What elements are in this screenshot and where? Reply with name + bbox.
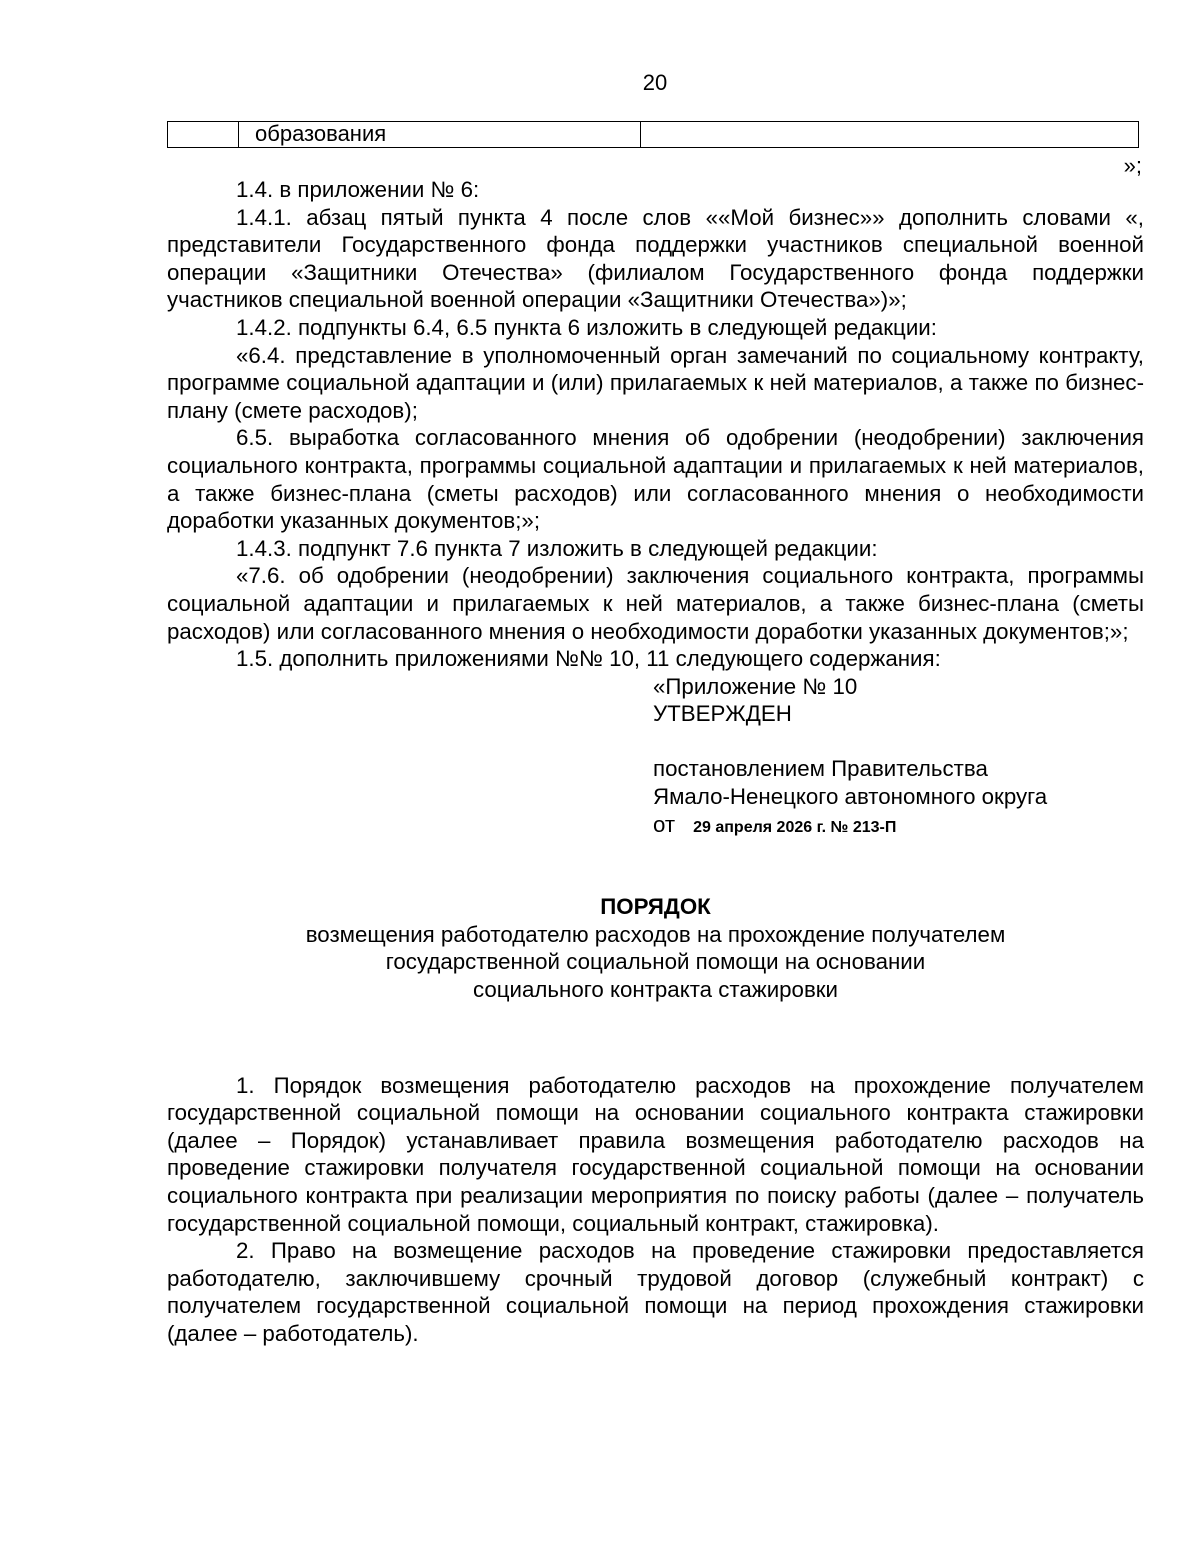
table-close-quote: »; <box>1123 153 1142 178</box>
subtitle-line-1: возмещения работодателю расходов на прохождение получателем <box>305 921 1006 947</box>
paragraph-1-4-1: 1.4.1. абзац пятый пункта 4 после слов ««Мой бизнес»» дополнить словами «, представители Государственного фонда поддержки участников специальной военной операции «Защитники Отечества» (филиалом Государственного фонда поддержки участников специальной военной операции «Защитники Отечества»)»; <box>167 204 1144 313</box>
paragraph-6-4: «6.4. представление в уполномоченный орган замечаний по социальному контракту, программе социальной адаптации и (или) прилагаемых к ней материалов, а также по бизнес-плану (смете расходов); <box>167 342 1144 423</box>
paragraph-7-6: «7.6. об одобрении (неодобрении) заключения социального контракта, программы социальной адаптации и прилагаемых к ней материалов, а также бизнес-плана (сметы расходов) или согласованного мнения о необходимости доработки указанных документов;»; <box>167 563 1144 644</box>
table-cell-1 <box>168 122 239 148</box>
paragraph-order-1: 1. Порядок возмещения работодателю расходов на прохождение получателем государственной социальной помощи на основании социального контракта стажировки (далее – Порядок) устанавливает правила возмещения работодателю расходов на проведение стажировки получателя государственной социальной помощи на основании социального контракта при реализации мероприятия по поиску работы (далее – получатель государственной социальной помощи, социальный контракт, стажировка). <box>167 1072 1144 1236</box>
paragraph-1-4-2: 1.4.2. подпункты 6.4, 6.5 пункта 6 изложить в следующей редакции: <box>236 314 937 340</box>
subtitle-line-2: государственной социальной помощи на основании <box>385 949 926 975</box>
approved-label: УТВЕРЖДЕН <box>653 701 792 727</box>
document-title: ПОРЯДОК <box>600 894 711 920</box>
approval-block <box>653 673 1144 842</box>
continuation-table <box>167 121 1139 148</box>
date-prefix: от <box>653 811 676 837</box>
subtitle-line-3: социального контракта стажировки <box>472 977 839 1003</box>
table-cell-2: образования <box>239 122 641 148</box>
paragraph-1-5: 1.5. дополнить приложениями №№ 10, 11 следующего содержания: <box>236 646 941 672</box>
paragraph-order-2: 2. Право на возмещение расходов на проведение стажировки предоставляется работодателю, заключившему срочный трудовой договор (служебный контракт) с получателем государственной социальной помощи на период прохождения стажировки (далее – работодатель). <box>167 1238 1144 1346</box>
table-cell-3 <box>641 122 1139 148</box>
document-body <box>167 176 1144 1348</box>
paragraph-1-4: 1.4. в приложении № 6: <box>236 177 480 202</box>
table-row <box>168 122 1139 148</box>
paragraph-6-5: 6.5. выработка согласованного мнения об одобрении (неодобрении) заключения социального контракта, программы социальной адаптации и прилагаемых к ней материалов, а также бизнес-плана (сметы расходов) или согласованного мнения о необходимости доработки указанных документов;»; <box>167 425 1144 534</box>
paragraph-1-4-3: 1.4.3. подпункт 7.6 пункта 7 изложить в следующей редакции: <box>236 535 878 561</box>
region-line: Ямало-Ненецкого автономного округа <box>653 784 1048 810</box>
approved-by-line: постановлением Правительства <box>653 756 988 782</box>
resolution-date-line <box>653 811 1144 842</box>
page-number: 20 <box>642 70 668 95</box>
appendix-label: «Приложение № 10 <box>653 673 858 699</box>
resolution-date: 29 апреля 2026 г. № 213-П <box>693 818 897 836</box>
